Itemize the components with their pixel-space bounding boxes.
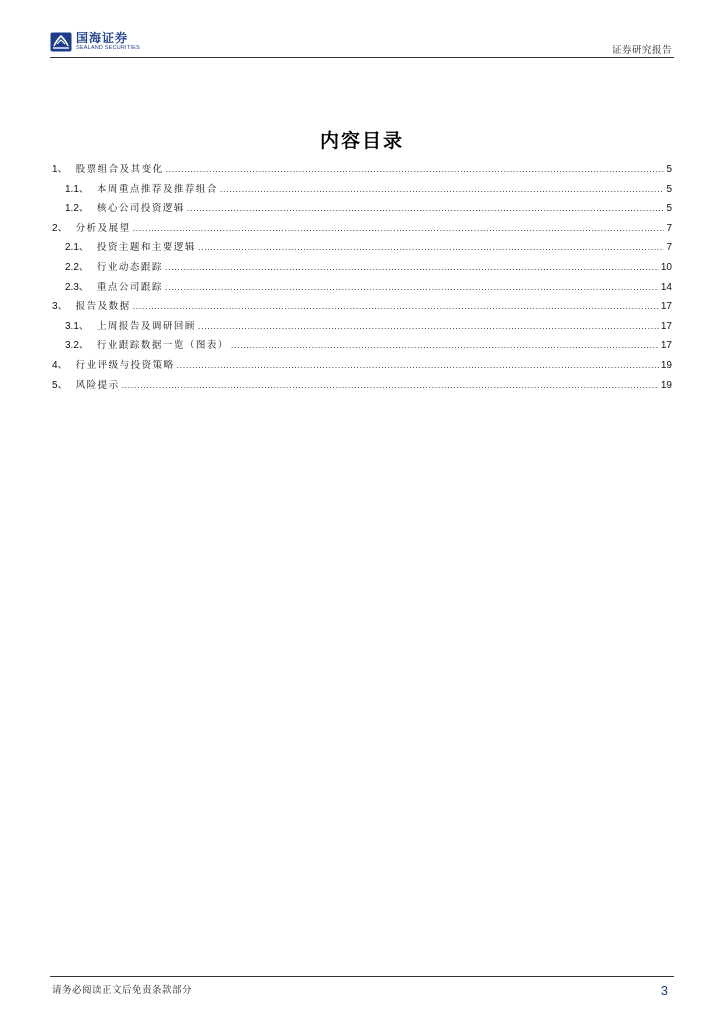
toc-entry-number: 2.3	[65, 281, 79, 293]
toc-dot-leader	[177, 356, 659, 376]
toc-entry-separator: 、	[78, 281, 89, 293]
toc-entry-page: 5	[666, 203, 672, 215]
toc-entry-title: 上周报告及调研回顾	[96, 320, 196, 332]
toc-entry-separator: 、	[78, 340, 89, 352]
toc-entry-number: 1.1	[65, 183, 79, 195]
toc-entry[interactable]	[52, 278, 672, 298]
toc-entry[interactable]	[52, 199, 672, 219]
toc-entry-page: 7	[666, 242, 672, 254]
toc-entry-page: 10	[660, 261, 672, 273]
toc-dot-leader	[231, 336, 659, 356]
page-title: 内容目录	[319, 130, 404, 152]
toc-entry-number: 2.2	[65, 261, 79, 273]
toc-entry-title: 风险提示	[75, 379, 120, 391]
page-number: 3	[660, 983, 668, 998]
toc-entry-title: 投资主题和主要逻辑	[96, 242, 196, 254]
toc-entry-page: 5	[666, 183, 672, 195]
toc-entry-number: 1.2	[65, 203, 79, 215]
toc-entry-title: 本周重点推荐及推荐组合	[96, 183, 218, 195]
toc-entry[interactable]	[52, 238, 672, 258]
toc-dot-leader	[122, 376, 659, 396]
toc-entry-separator: 、	[78, 183, 89, 195]
toc-entry-title: 行业跟踪数据一览（图表）	[96, 340, 229, 352]
toc-entry-separator: 、	[78, 320, 89, 332]
toc-entry-page: 17	[660, 340, 672, 352]
toc-entry[interactable]	[52, 219, 672, 239]
toc-entry-page: 7	[666, 222, 672, 234]
toc-entry-page: 17	[660, 320, 672, 332]
toc-dot-leader	[165, 278, 659, 298]
toc-dot-leader	[133, 297, 659, 317]
toc-entry-title: 行业动态跟踪	[96, 261, 163, 273]
company-logo	[50, 32, 140, 52]
toc-entry[interactable]	[52, 317, 672, 337]
toc-dot-leader	[220, 180, 665, 200]
toc-entry-separator: 、	[57, 222, 68, 234]
toc-entry[interactable]	[52, 258, 672, 278]
toc-entry-number: 1	[52, 164, 58, 175]
page-header	[50, 30, 674, 56]
toc-entry-number: 3.1	[65, 320, 79, 332]
report-type-label: 证券研究报告	[611, 45, 672, 56]
logo-english-name: SEALAND SECURITIES	[76, 45, 140, 52]
toc-entry-title: 行业评级与投资策略	[75, 359, 175, 371]
toc-entry-separator: 、	[78, 261, 89, 273]
toc-entry-title: 股票组合及其变化	[75, 164, 164, 175]
toc-entry-page: 19	[660, 379, 672, 391]
toc-entry-number: 3.2	[65, 340, 79, 352]
toc-entry-separator: 、	[57, 301, 68, 313]
header-divider	[50, 57, 674, 58]
toc-dot-leader	[165, 258, 659, 278]
toc-entry-page: 14	[660, 281, 672, 293]
toc-dot-leader	[198, 238, 665, 258]
toc-entry-separator: 、	[78, 203, 89, 215]
toc-dot-leader	[187, 199, 665, 219]
logo-chinese-name: 国海证券	[76, 31, 129, 46]
toc-entry-title: 报告及数据	[75, 301, 131, 313]
toc-entry[interactable]	[52, 356, 672, 376]
toc-entry-separator: 、	[57, 164, 68, 175]
footer-divider	[50, 976, 674, 977]
toc-entry-separator: 、	[57, 359, 68, 371]
toc-entry-title: 核心公司投资逻辑	[96, 203, 185, 215]
toc-entry-page: 5	[666, 164, 672, 175]
sealand-logo-icon	[50, 32, 72, 52]
toc-dot-leader	[198, 317, 659, 337]
toc-dot-leader	[166, 160, 665, 180]
toc-entry-page: 17	[660, 301, 672, 313]
table-of-contents	[52, 160, 672, 395]
toc-entry-title: 重点公司跟踪	[96, 281, 163, 293]
toc-entry-number: 2.1	[65, 242, 79, 254]
toc-entry-number: 4	[52, 359, 58, 371]
toc-dot-leader	[133, 219, 665, 239]
toc-entry[interactable]	[52, 336, 672, 356]
toc-entry[interactable]	[52, 160, 672, 180]
toc-entry-number: 3	[52, 301, 58, 313]
toc-entry-number: 5	[52, 379, 58, 391]
toc-entry-number: 2	[52, 222, 58, 234]
toc-entry[interactable]	[52, 180, 672, 200]
toc-entry-separator: 、	[57, 379, 68, 391]
toc-entry-separator: 、	[78, 242, 89, 254]
toc-entry-title: 分析及展望	[75, 222, 131, 234]
toc-entry[interactable]	[52, 297, 672, 317]
toc-entry-page: 19	[660, 359, 672, 371]
toc-entry[interactable]	[52, 376, 672, 396]
disclaimer-note: 请务必阅读正文后免责条款部分	[52, 985, 193, 996]
